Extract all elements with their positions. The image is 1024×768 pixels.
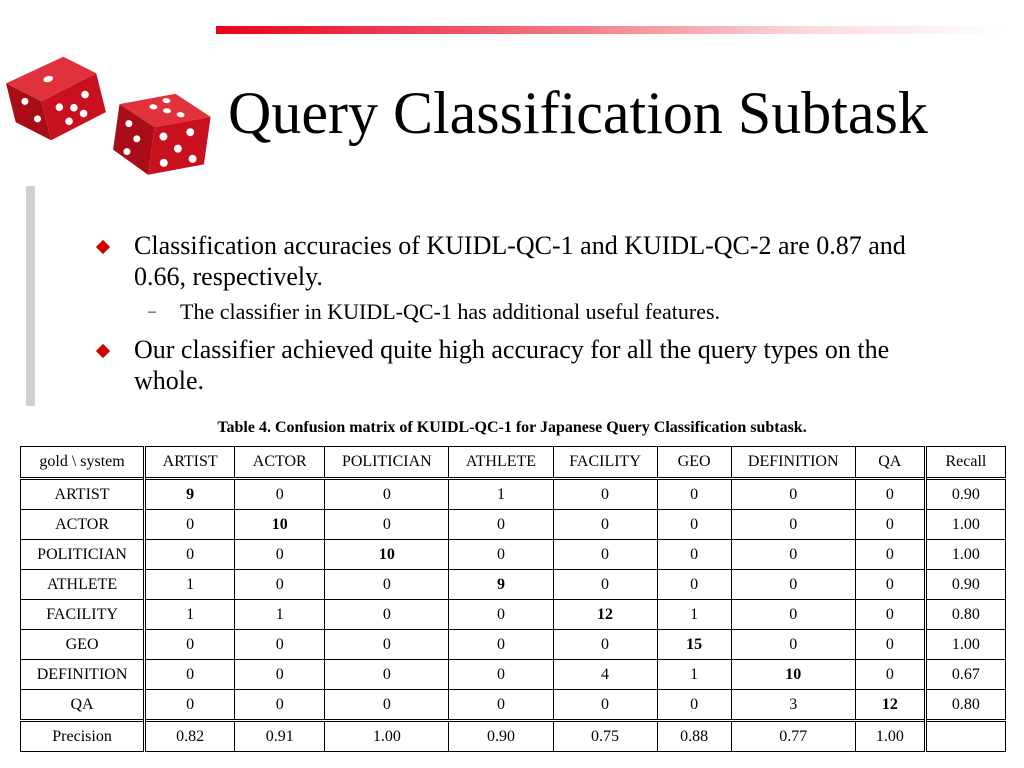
precision-cell: 1.00 — [855, 721, 925, 752]
matrix-cell: 0 — [145, 690, 235, 721]
matrix-cell: 0 — [449, 540, 553, 570]
recall-cell: 1.00 — [925, 510, 1005, 540]
precision-cell: 0.90 — [449, 721, 553, 752]
recall-cell: 0.67 — [925, 660, 1005, 690]
page-title: Query Classification Subtask — [228, 80, 928, 146]
precision-row — [21, 721, 1006, 752]
recall-cell: 1.00 — [925, 540, 1005, 570]
row-header: QA — [21, 690, 145, 721]
matrix-cell: 1 — [449, 479, 553, 510]
matrix-cell: 0 — [553, 570, 657, 600]
header-accent-bar — [216, 26, 1006, 34]
recall-cell: 0.80 — [925, 690, 1005, 721]
confusion-matrix-table — [20, 446, 1006, 752]
matrix-cell: 0 — [449, 600, 553, 630]
recall-cell: 1.00 — [925, 630, 1005, 660]
matrix-cell: 9 — [145, 479, 235, 510]
matrix-cell: 15 — [657, 630, 731, 660]
recall-cell: 0.90 — [925, 479, 1005, 510]
table-row — [21, 690, 1006, 721]
matrix-cell: 10 — [235, 510, 325, 540]
column-header: POLITICIAN — [325, 447, 449, 479]
matrix-cell: 0 — [731, 630, 855, 660]
matrix-cell: 10 — [731, 660, 855, 690]
table-row — [21, 479, 1006, 510]
matrix-cell: 1 — [145, 600, 235, 630]
column-header: ARTIST — [145, 447, 235, 479]
matrix-cell: 0 — [235, 690, 325, 721]
matrix-cell: 0 — [325, 690, 449, 721]
matrix-cell: 0 — [855, 630, 925, 660]
precision-cell: 0.91 — [235, 721, 325, 752]
precision-cell: 1.00 — [325, 721, 449, 752]
matrix-cell: 9 — [449, 570, 553, 600]
matrix-cell: 0 — [657, 479, 731, 510]
matrix-cell: 0 — [325, 630, 449, 660]
matrix-cell: 0 — [731, 479, 855, 510]
table-row — [21, 630, 1006, 660]
matrix-cell: 12 — [553, 600, 657, 630]
row-header: ARTIST — [21, 479, 145, 510]
table-row — [21, 660, 1006, 690]
diamond-bullet-icon — [96, 240, 110, 254]
dash-bullet-icon: – — [148, 303, 156, 320]
matrix-cell: 0 — [325, 510, 449, 540]
bullet-item — [96, 334, 916, 396]
matrix-cell: 1 — [145, 570, 235, 600]
table-caption: Table 4. Confusion matrix of KUIDL-QC-1 for Japanese Query Classification subtask. — [217, 419, 807, 436]
matrix-cell: 3 — [731, 690, 855, 721]
matrix-cell: 10 — [325, 540, 449, 570]
matrix-cell: 0 — [657, 540, 731, 570]
matrix-cell: 0 — [657, 690, 731, 721]
matrix-cell: 0 — [449, 510, 553, 540]
matrix-cell: 0 — [657, 510, 731, 540]
matrix-cell: 0 — [553, 510, 657, 540]
precision-cell: 0.77 — [731, 721, 855, 752]
matrix-cell: 0 — [145, 510, 235, 540]
recall-header: Recall — [925, 447, 1005, 479]
matrix-cell: 0 — [325, 479, 449, 510]
column-header: ACTOR — [235, 447, 325, 479]
matrix-cell: 0 — [235, 570, 325, 600]
column-header: DEFINITION — [731, 447, 855, 479]
matrix-cell: 0 — [553, 630, 657, 660]
column-header: ATHLETE — [449, 447, 553, 479]
matrix-cell: 0 — [449, 630, 553, 660]
matrix-cell: 1 — [657, 660, 731, 690]
precision-cell: 0.88 — [657, 721, 731, 752]
precision-empty-cell — [925, 721, 1005, 752]
table-row — [21, 600, 1006, 630]
matrix-cell: 0 — [325, 600, 449, 630]
row-header: FACILITY — [21, 600, 145, 630]
bullet-item — [96, 230, 916, 292]
column-header: GEO — [657, 447, 731, 479]
row-header: POLITICIAN — [21, 540, 145, 570]
matrix-cell: 12 — [855, 690, 925, 721]
recall-cell: 0.80 — [925, 600, 1005, 630]
matrix-cell: 0 — [235, 479, 325, 510]
matrix-cell: 0 — [855, 660, 925, 690]
matrix-cell: 0 — [553, 690, 657, 721]
bullet-text: Our classifier achieved quite high accuracy for all the query types on the whole. — [134, 335, 890, 395]
matrix-cell: 0 — [731, 570, 855, 600]
matrix-cell: 0 — [855, 570, 925, 600]
matrix-cell: 0 — [731, 540, 855, 570]
matrix-cell: 0 — [553, 540, 657, 570]
bullet-text: Classification accuracies of KUIDL-QC-1 and KUIDL-QC-2 are 0.87 and 0.66, respectively. — [134, 231, 906, 291]
matrix-cell: 0 — [855, 600, 925, 630]
matrix-cell: 0 — [235, 660, 325, 690]
matrix-cell: 1 — [235, 600, 325, 630]
matrix-cell: 0 — [731, 510, 855, 540]
matrix-cell: 0 — [145, 630, 235, 660]
matrix-cell: 0 — [855, 510, 925, 540]
matrix-cell: 0 — [325, 660, 449, 690]
matrix-cell: 0 — [235, 540, 325, 570]
precision-cell: 0.82 — [145, 721, 235, 752]
precision-cell: 0.75 — [553, 721, 657, 752]
matrix-cell: 0 — [855, 479, 925, 510]
matrix-cell: 0 — [235, 630, 325, 660]
column-header: QA — [855, 447, 925, 479]
matrix-cell: 0 — [553, 479, 657, 510]
matrix-cell: 0 — [145, 540, 235, 570]
matrix-cell: 4 — [553, 660, 657, 690]
row-header: ACTOR — [21, 510, 145, 540]
matrix-cell: 0 — [145, 660, 235, 690]
matrix-cell: 1 — [657, 600, 731, 630]
table-header-row — [21, 447, 1006, 479]
left-accent-rule — [26, 186, 35, 406]
sub-bullet-item — [96, 298, 916, 326]
matrix-cell: 0 — [449, 660, 553, 690]
sub-bullet-text: The classifier in KUIDL-QC-1 has additional useful features. — [180, 299, 721, 324]
matrix-cell: 0 — [657, 570, 731, 600]
diamond-bullet-icon — [96, 344, 110, 358]
row-header: GEO — [21, 630, 145, 660]
table-row — [21, 570, 1006, 600]
dice-icon — [0, 50, 220, 190]
row-header: DEFINITION — [21, 660, 145, 690]
table-row — [21, 510, 1006, 540]
table-row — [21, 540, 1006, 570]
bullet-list — [96, 230, 916, 396]
matrix-cell: 0 — [731, 600, 855, 630]
row-header: ATHLETE — [21, 570, 145, 600]
matrix-cell: 0 — [449, 690, 553, 721]
column-header: FACILITY — [553, 447, 657, 479]
recall-cell: 0.90 — [925, 570, 1005, 600]
precision-label: Precision — [21, 721, 145, 752]
matrix-cell: 0 — [325, 570, 449, 600]
corner-header: gold \ system — [21, 447, 145, 479]
matrix-cell: 0 — [855, 540, 925, 570]
